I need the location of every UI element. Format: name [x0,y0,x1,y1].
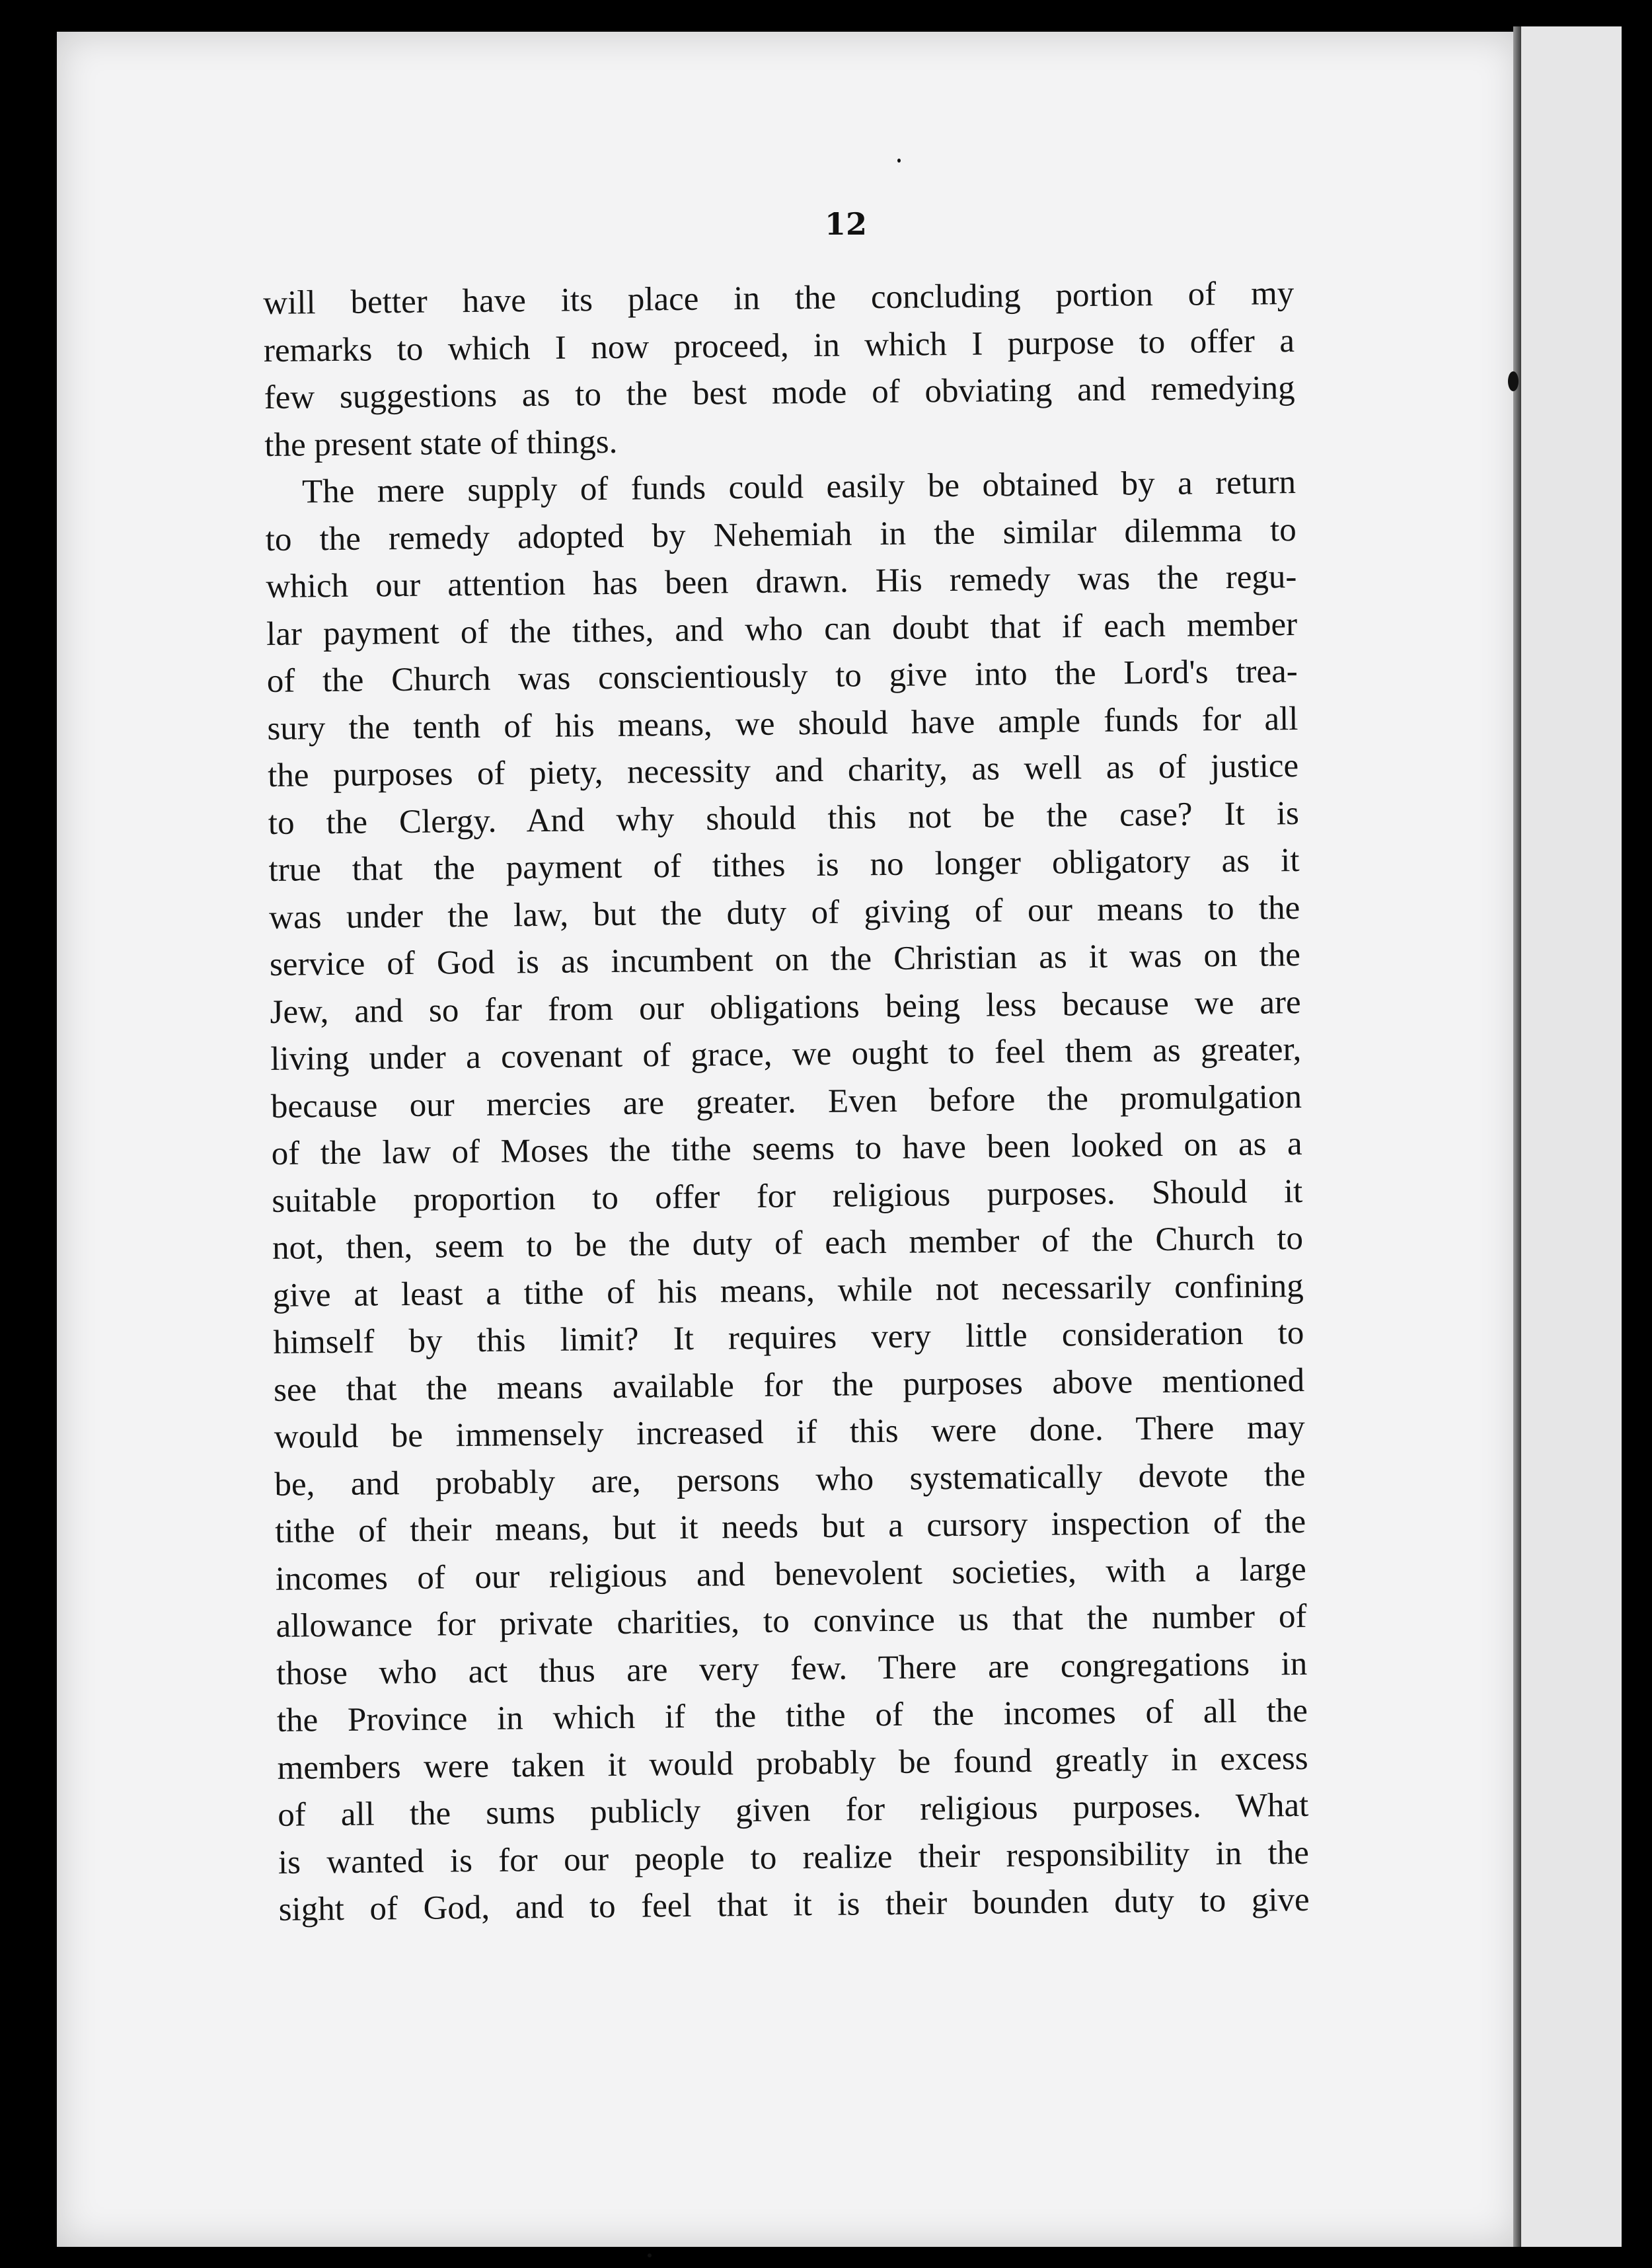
text-line: not, then, seem to be the duty of each member of the Church to [272,1219,1304,1267]
body-text [263,270,1310,1934]
text-line: see that the means available for the purposes above mentioned [273,1361,1305,1409]
text-line: service of God is as incumbent on the Christian as it was on the [269,936,1301,983]
text-line: the Province in which if the tithe of the incomes of all the [276,1692,1308,1739]
text-line: sight of God, and to feel that it is their bounden duty to give [278,1881,1310,1928]
page-gutter-shadow [1513,26,1521,2247]
text-line: allowance for private charities, to convince us that the number of [276,1597,1307,1645]
text-line: lar payment of the tithes, and who can doubt that if each member [266,605,1298,653]
text-line: of the law of Moses the tithe seems to have been looked on as a [271,1125,1302,1172]
text-line: give at least a tithe of his means, while not necessarily confining [272,1267,1304,1314]
text-line: would be immensely increased if this were done. There may [274,1408,1306,1456]
text-line: was under the law, but the duty of giving of our means to the [268,889,1300,936]
text-line: true that the payment of tithes is no longer obligatory as it [268,841,1300,889]
text-line: of all the sums publicly given for religious purposes. What [278,1786,1309,1834]
text-line: suitable proportion to offer for religious purposes. Should it [272,1172,1303,1220]
text-line: to the remedy adopted by Nehemiah in the similar dilemma to [265,511,1296,558]
text-line: the present state of things. [264,423,618,464]
ink-speck [1508,371,1519,391]
scan-border [1622,26,1652,2247]
ink-speck [897,159,901,163]
text-line: of the Church was conscientiously to give into the Lord's trea- [266,652,1298,700]
text-line: will better have its place in the concluding portion of my [263,275,1295,322]
text-line: The mere supply of funds could easily be obtained by a return [301,464,1296,511]
text-line: Jew, and so far from our obligations being less because we are [270,983,1301,1031]
page-number: 12 [824,206,867,242]
text-line: sury the tenth of his means, we should have ample funds for all [267,700,1298,747]
text-line: few suggestions as to the best mode of obviating and remedying [264,369,1295,416]
text-line: remarks to which I now proceed, in which I purpose to offer a [263,322,1295,369]
text-line: tithe of their means, but it needs but a cursory inspection of the [274,1503,1306,1550]
text-line: those who act thus are very few. There are congregations in [276,1645,1308,1692]
text-line: be, and probably are, persons who systematically devote the [274,1456,1306,1503]
adjacent-page-edge [1521,26,1627,2247]
ink-speck [648,2253,652,2257]
text-line: which our attention has been drawn. His remedy was the regu- [266,558,1297,605]
text-line: himself by this limit? It requires very little consideration to [273,1314,1304,1361]
text-line: living under a covenant of grace, we ought to feel them as greater, [270,1030,1302,1078]
text-line: the purposes of piety, necessity and charity, as well as of justice [267,747,1299,794]
text-line: to the Clergy. And why should this not be the case? It is [268,794,1300,842]
text-line: because our mercies are greater. Even before the promulgation [270,1078,1302,1125]
text-line: members were taken it would probably be found greatly in excess [277,1739,1308,1787]
text-line: incomes of our religious and benevolent societies, with a large [275,1550,1307,1598]
text-line: is wanted is for our people to realize their responsibility in the [278,1834,1310,1881]
